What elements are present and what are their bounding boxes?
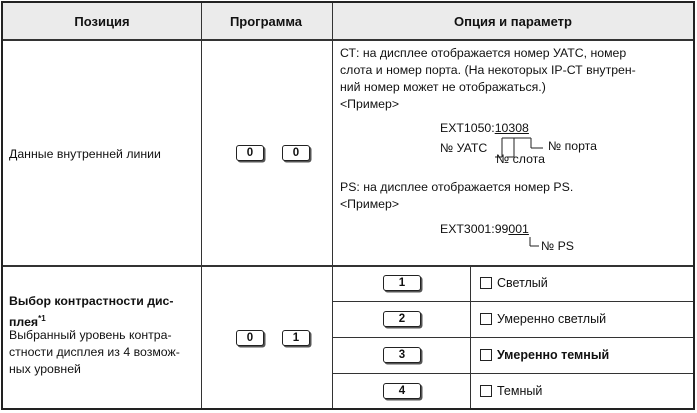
header-divider — [3, 39, 693, 41]
example2-prefix: EXT3001:99 — [440, 222, 509, 236]
option-moderately-dark[interactable]: Умеренно темный — [480, 348, 609, 362]
settings-table — [1, 1, 695, 410]
option-dark[interactable]: Темный — [480, 384, 542, 398]
option-key-2[interactable]: 2 — [383, 311, 421, 327]
program-key-0[interactable]: 0 — [236, 330, 264, 346]
row2-desc-3: ных уровней — [9, 362, 81, 376]
row1-position: Данные внутренней линии — [9, 147, 161, 161]
example2-display — [440, 222, 529, 236]
program-key-1[interactable]: 1 — [282, 330, 310, 346]
header-program: Программа — [229, 13, 303, 29]
checkbox-icon[interactable] — [480, 277, 492, 289]
example2-bracket — [523, 234, 543, 254]
option-divider-2 — [333, 337, 693, 338]
ps-line-1: PS: на дисплее отображается номер PS. — [340, 180, 574, 194]
option-light[interactable]: Светлый — [480, 276, 548, 290]
option-divider-3 — [333, 373, 693, 374]
header-position: Позиция — [74, 13, 130, 29]
ps-example-label: <Пример> — [340, 197, 400, 211]
example1-value: 10308 — [494, 121, 529, 135]
row2-title-line1: Выбор контрастности дис- — [9, 294, 174, 308]
option-key-3[interactable]: 3 — [383, 347, 421, 363]
checkbox-icon[interactable] — [480, 349, 492, 361]
option-moderately-light[interactable]: Умеренно светлый — [480, 312, 606, 326]
col-divider-2 — [332, 3, 333, 408]
footnote-marker: *1 — [38, 314, 46, 323]
option-key-4[interactable]: 4 — [383, 383, 421, 399]
example2-ps-label: № PS — [541, 239, 575, 253]
ct-line-1: СТ: на дисплее отображается номер УАТС, номер — [340, 46, 627, 60]
ct-line-2: слота и номер порта. (На некоторых IP-СТ внутрен- — [340, 63, 636, 77]
row-divider — [3, 265, 693, 267]
option-divider-1 — [333, 301, 693, 302]
ct-line-3: ний номер может не отображаться.) — [340, 80, 546, 94]
row2-title-line2: плея$^{*1}$ — [9, 314, 46, 330]
program-key-0a[interactable]: 0 — [236, 145, 264, 161]
row2-desc-1: Выбранный уровень контра- — [9, 328, 172, 342]
row2-desc-2: стности дисплея из 4 возмож- — [9, 345, 180, 359]
header-option: Опция и параметр — [454, 13, 572, 29]
col-divider-1 — [201, 3, 202, 408]
ct-example-label: <Пример> — [340, 97, 400, 111]
example1-slot-label: № слота — [496, 152, 545, 166]
example1-pbx-label: № УАТС — [440, 141, 488, 155]
example1-prefix: EXT1050: — [440, 121, 495, 135]
example2-value: 001 — [508, 222, 529, 236]
example1-port-label: № порта — [548, 139, 598, 153]
checkbox-icon[interactable] — [480, 385, 492, 397]
program-key-0b[interactable]: 0 — [282, 145, 310, 161]
option-key-1[interactable]: 1 — [383, 275, 421, 291]
checkbox-icon[interactable] — [480, 313, 492, 325]
